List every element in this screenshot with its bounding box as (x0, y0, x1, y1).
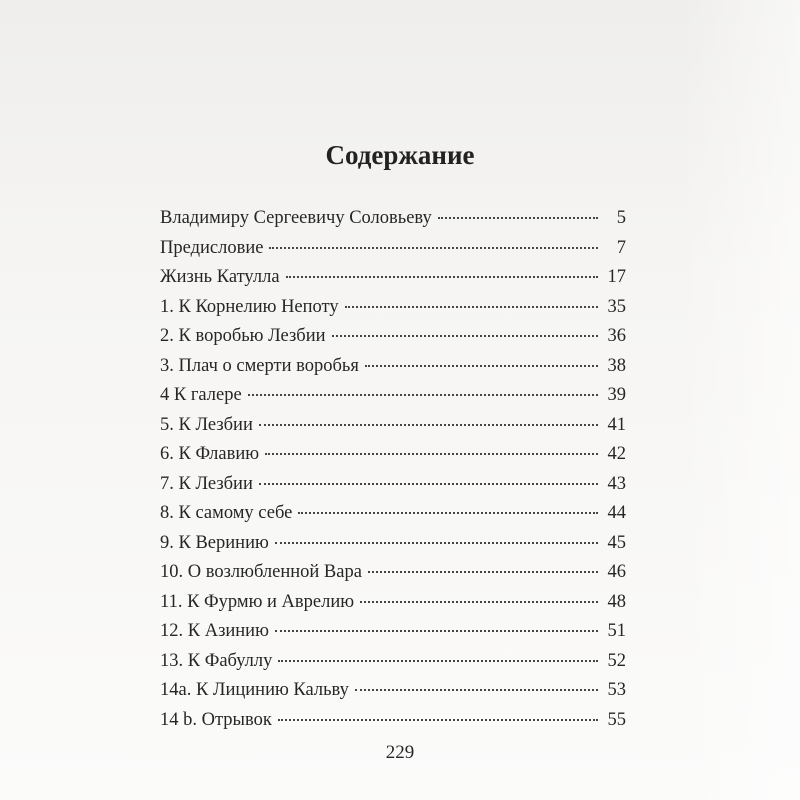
toc-entry (160, 326, 626, 356)
toc-entry-page: 44 (607, 503, 626, 523)
toc-entry-title: 12. К Азинию (160, 621, 269, 641)
dot-leader (265, 453, 598, 455)
dot-leader (259, 483, 598, 485)
toc-entry-title: 7. К Лезбии (160, 473, 253, 494)
toc-entry (160, 444, 626, 474)
toc-entry-page: 5 (616, 208, 626, 228)
page-title: Содержание (325, 140, 475, 170)
toc-entry-page: 45 (607, 532, 626, 553)
toc-entry-title: 1. К Корнелию Непоту (160, 296, 339, 317)
dot-leader (275, 542, 598, 544)
toc-entry-title: Предисловие (160, 237, 264, 258)
toc-entry-page: 35 (607, 296, 626, 317)
toc-entry-page: 7 (616, 237, 626, 258)
toc-entry-page: 51 (607, 621, 626, 641)
toc-entry-page: 43 (607, 473, 626, 494)
toc-entry-page: 52 (607, 650, 626, 671)
toc-entry-title: 3. Плач о смерти воробья (160, 355, 359, 376)
dot-leader (259, 424, 598, 426)
toc-entry-page: 41 (607, 414, 626, 435)
toc-entry (160, 503, 626, 533)
dot-leader (365, 365, 598, 367)
dot-leader (248, 394, 598, 396)
page-number: 229 (385, 742, 415, 763)
toc-entry-title: 4 К галере (160, 385, 242, 405)
dot-leader (345, 306, 598, 308)
dot-leader (269, 247, 598, 249)
dot-leader (368, 571, 598, 573)
dot-leader (332, 335, 599, 337)
toc-entry-title: 9. К Веринию (160, 532, 269, 553)
toc-entry (160, 533, 626, 563)
toc-entry-title: 14a. К Лицинию Кальву (160, 680, 349, 700)
toc-entry (160, 356, 626, 386)
toc-entry-page: 42 (607, 444, 626, 464)
toc-entry (160, 385, 626, 415)
dot-leader (355, 689, 598, 691)
toc-entry-page: 53 (607, 680, 626, 700)
toc-entry (160, 621, 626, 651)
toc-entry-title: 13. К Фабуллу (160, 650, 273, 671)
toc-entry-title: Жизнь Катулла (160, 267, 280, 287)
dot-leader (438, 217, 598, 219)
dot-leader (278, 660, 598, 662)
toc-entry-page: 17 (607, 267, 626, 287)
toc-entry-title: 10. О возлюбленной Вара (160, 562, 362, 582)
toc-entry-page: 48 (607, 591, 626, 612)
toc-entry (160, 297, 626, 327)
toc-entry (160, 415, 626, 445)
toc-entry (160, 651, 626, 681)
toc-entry-title: Владимиру Сергеевичу Соловьеву (160, 208, 432, 228)
toc-entry (160, 592, 626, 622)
dot-leader (360, 601, 598, 603)
toc-entry-page: 39 (607, 385, 626, 405)
toc-entry-page: 38 (607, 355, 626, 376)
table-of-contents (160, 208, 626, 739)
toc-entry (160, 238, 626, 268)
toc-entry (160, 562, 626, 592)
toc-entry (160, 208, 626, 238)
toc-entry (160, 710, 626, 740)
toc-entry (160, 680, 626, 710)
toc-entry-title: 6. К Флавию (160, 444, 260, 464)
toc-entry-title: 11. К Фурмю и Аврелию (160, 591, 355, 612)
toc-entry-title: 2. К воробью Лезбии (160, 326, 326, 346)
toc-entry-page: 55 (607, 709, 626, 730)
toc-entry-title: 14 b. Отрывок (160, 709, 272, 730)
toc-entry (160, 474, 626, 504)
toc-entry-title: 8. К самому себе (160, 503, 293, 523)
dot-leader (275, 630, 598, 632)
dot-leader (286, 276, 598, 278)
toc-entry-page: 36 (607, 326, 626, 346)
dot-leader (278, 719, 598, 721)
dot-leader (298, 512, 598, 514)
toc-entry-title: 5. К Лезбии (160, 414, 253, 435)
toc-entry-page: 46 (607, 562, 626, 582)
toc-entry (160, 267, 626, 297)
